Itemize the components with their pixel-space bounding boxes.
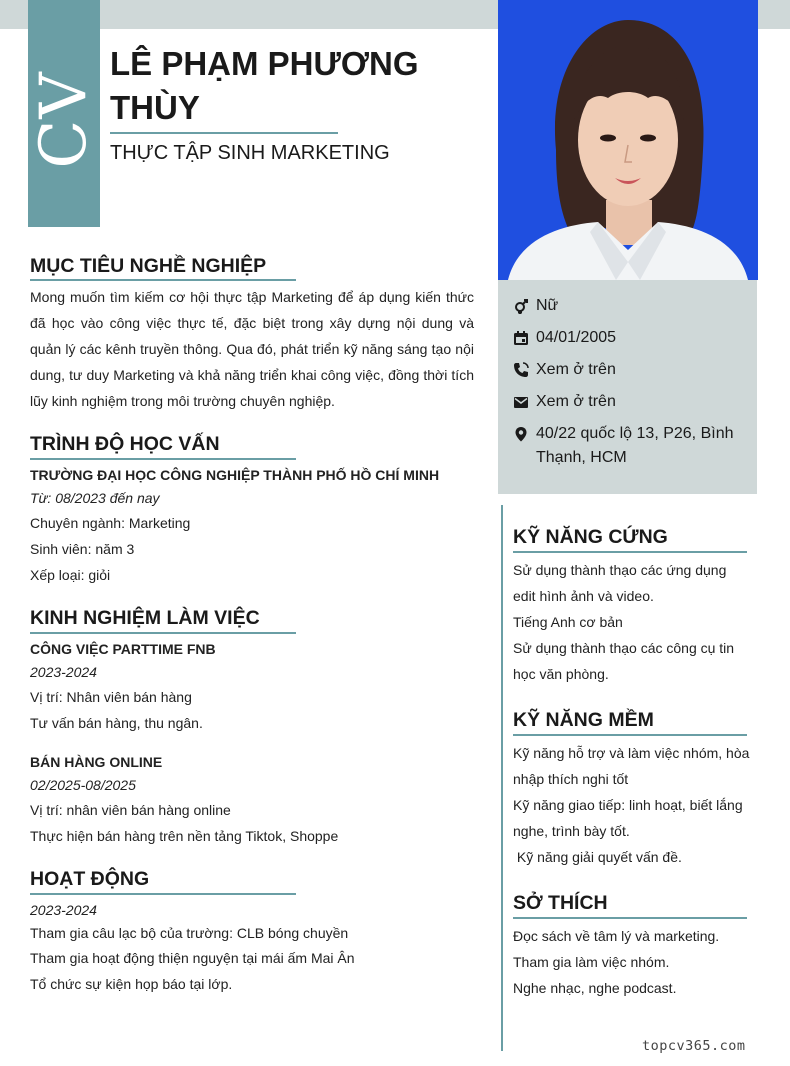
email-row	[512, 390, 743, 414]
gender-row	[512, 294, 743, 318]
phone-icon	[512, 358, 530, 382]
cv-mark: CV	[27, 71, 101, 169]
activity-item-1: Tham gia câu lạc bộ của trường: CLB bóng chuyền	[30, 925, 349, 941]
hobby-line-2: Tham gia làm việc nhóm.	[513, 954, 670, 970]
experience-title: KINH NGHIỆM LÀM VIỆC	[30, 607, 260, 629]
calendar-icon	[512, 326, 530, 350]
hard-skill-line-1: Sử dụng thành thạo các ứng dụng	[513, 562, 727, 578]
soft-skills-title: KỸ NĂNG MỀM	[513, 709, 654, 731]
job-2-period: 02/2025-08/2025	[30, 777, 136, 793]
hard-skill-line-3: Tiếng Anh cơ bản	[513, 614, 623, 630]
education-rule	[30, 458, 296, 460]
soft-skill-line-5: Kỹ năng giải quyết vấn đề.	[513, 849, 682, 865]
objective-text: Mong muốn tìm kiếm cơ hội thực tập Marketing để áp dụng kiến thức đã học vào công việc thực tế, đặc biệt trong xây dựng nội dung và quản lý các kênh truyền thông. Qua đó, phát triển kỹ năng sáng tạo nội dung, tư duy Marketing và khả năng triển khai công việc, đồng thời tích lũy kinh nghiệm trong môi trường chuyên nghiệp.	[30, 289, 474, 409]
birthday-value: 04/01/2005	[536, 329, 617, 346]
portrait-photo	[498, 0, 758, 280]
candidate-name: LÊ PHẠM PHƯƠNG THÙY	[110, 45, 419, 126]
education-year: Sinh viên: năm 3	[30, 541, 135, 557]
job-2-desc: Thực hiện bán hàng trên nền tảng Tiktok, Shoppe	[30, 828, 339, 844]
hard-skill-line-5: học văn phòng.	[513, 666, 609, 682]
job-1-name: CÔNG VIỆC PARTTIME FNB	[30, 641, 216, 657]
objective-title: MỤC TIÊU NGHỀ NGHIỆP	[30, 255, 267, 277]
activities-period: 2023-2024	[30, 902, 97, 918]
gender-icon	[512, 294, 530, 318]
soft-skill-line-3: Kỹ năng giao tiếp: linh hoạt, biết lắng	[513, 797, 743, 813]
phone-row	[512, 358, 743, 382]
hard-skill-line-2: edit hình ảnh và video.	[513, 588, 654, 604]
contact-panel	[498, 280, 757, 494]
objective-rule	[30, 279, 296, 281]
job-1-position: Vị trí: Nhân viên bán hàng	[30, 689, 192, 705]
job-1-period: 2023-2024	[30, 664, 97, 680]
activities-title: HOẠT ĐỘNG	[30, 868, 150, 890]
job-title: THỰC TẬP SINH MARKETING	[110, 142, 390, 164]
email-icon	[512, 390, 530, 414]
name-underline	[110, 132, 338, 134]
activities-rule	[30, 893, 296, 895]
column-divider	[501, 505, 503, 1051]
address-row	[512, 422, 743, 470]
experience-rule	[30, 632, 296, 634]
soft-skill-line-2: nhập thích nghi tốt	[513, 771, 629, 787]
phone-value: Xem ở trên	[536, 361, 616, 378]
soft-skill-line-4: nghe, trình bày tốt.	[513, 823, 630, 839]
job-2-name: BÁN HÀNG ONLINE	[30, 754, 163, 770]
education-title: TRÌNH ĐỘ HỌC VẤN	[30, 433, 220, 455]
job-1-desc: Tư vấn bán hàng, thu ngân.	[30, 715, 203, 731]
portrait-illustration	[498, 0, 758, 280]
activity-item-3: Tổ chức sự kiện họp báo tại lớp.	[30, 976, 233, 992]
job-2-position: Vị trí: nhân viên bán hàng online	[30, 802, 231, 818]
soft-skill-line-1: Kỹ năng hỗ trợ và làm việc nhóm, hòa	[513, 745, 750, 761]
gender-value: Nữ	[536, 297, 559, 314]
education-period: Từ: 08/2023 đến nay	[30, 490, 160, 506]
hobby-line-1: Đọc sách về tâm lý và marketing.	[513, 928, 720, 944]
hobbies-title: SỞ THÍCH	[513, 892, 608, 914]
address-value: 40/22 quốc lộ 13, P26, Bình Thạnh, HCM	[536, 425, 734, 466]
hard-skill-line-4: Sử dụng thành thạo các công cụ tin	[513, 640, 735, 656]
hard-skills-title: KỸ NĂNG CỨNG	[513, 526, 668, 548]
activity-item-2: Tham gia hoạt động thiện nguyện tại mái ấm Mai Ân	[30, 950, 355, 966]
education-rank: Xếp loại: giỏi	[30, 567, 111, 583]
soft-skills-rule	[513, 734, 747, 736]
education-major: Chuyên ngành: Marketing	[30, 515, 191, 531]
school-name: TRƯỜNG ĐẠI HỌC CÔNG NGHIỆP THÀNH PHỐ HỒ CHÍ MINH	[30, 467, 440, 483]
location-icon	[512, 422, 530, 446]
hard-skills-rule	[513, 551, 747, 553]
footer-watermark: topcv365.com	[642, 1038, 746, 1054]
birthday-row	[512, 326, 743, 350]
hobbies-rule	[513, 917, 747, 919]
email-value: Xem ở trên	[536, 393, 616, 410]
hobby-line-3: Nghe nhạc, nghe podcast.	[513, 980, 677, 996]
